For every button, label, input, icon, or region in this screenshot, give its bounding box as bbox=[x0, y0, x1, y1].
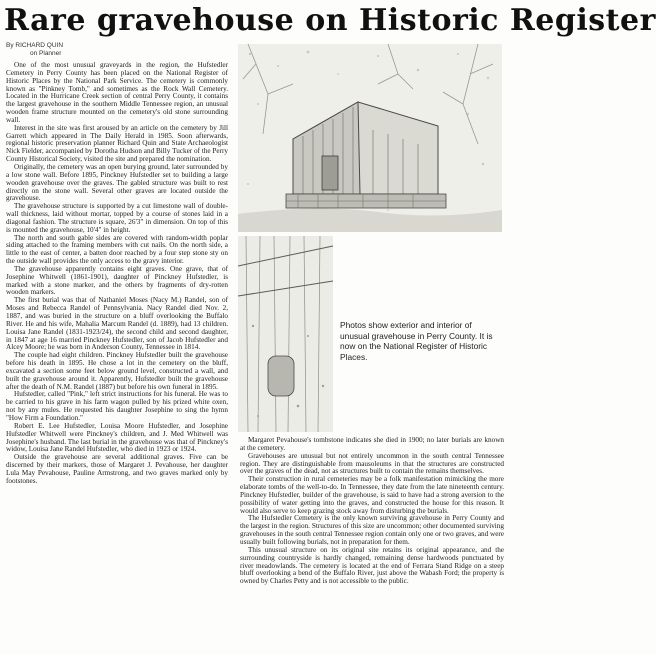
gravehouse-interior-photo bbox=[238, 236, 333, 432]
article-paragraph: Margaret Pevahouse's tombstone indicates she died in 1900; no later burials are known at the cemetery. bbox=[240, 436, 504, 452]
gravehouse-exterior-photo bbox=[238, 44, 502, 232]
article-paragraph: Robert E. Lee Hufstedler, Louisa Moore Hufstedler, and Josephine Hufstedler Whitwell were Pinckney's children, and J. Med Whitwell was Josephine's husband. The last burial in the gravehouse was that of Pinckney's widow, Louisa Jane Randel Hufstedler, who died in 1923 or 1924. bbox=[6, 421, 228, 454]
article-paragraph: The couple had eight children. Pinckney Hufstedler built the gravehouse before his death in 1895. He chose a lot in the cemetery on the bluff, excavated a section some feet below ground level, constructed a wall, and built the gravehouse around it. Apparently, Hufstedler built the gravehouse after the death of N.M. Randel (1887) but before his own funeral in 1895. bbox=[6, 351, 228, 391]
byline bbox=[6, 42, 63, 58]
article-paragraph: Their construction in rural cemeteries may be a folk manifestation mimicking the more elaborate tombs of the well-to-do. In Tennessee, they date from the late nineteenth century. Pinckney Hufstedler, builder of the gravehouse, is said to have had a strong aversion to the possibility of water getting into the graves, and constructed the house for this reason. It would also serve to keep grazing stock away from disturbing the burials. bbox=[240, 475, 504, 515]
article-paragraph: The north and south gable sides are covered with random-width poplar siding attached to the framing members with cut nails. On the north side, a little to the east of center, a batten door reached by a four step stone sty on the outside wall provides the only access to the gravy interior. bbox=[6, 233, 228, 266]
byline-title: on Planner bbox=[30, 50, 62, 57]
photo-caption: Photos show exterior and interior of unusual gravehouse in Perry County. It is now on the National Register of Historic Places. bbox=[340, 320, 493, 362]
article-right-column bbox=[240, 437, 504, 651]
article-paragraph: Interest in the site was first aroused by an article on the cemetery by Jill Garrett which appeared in The Daily Herald in 1985. Soon afterwards, regional historic preservation planner Richard Quin and State Archaeologist Nick Fielder, accompanied by Dorotha Hudson and Billy Tucker of the Perry County Historical Society, visited the site and prepared the nomination. bbox=[6, 123, 228, 164]
article-paragraph: The Hufstedler Cemetery is the only known surviving gravehouse in Perry County and the largest in the region. Structures of this size are uncommon; other documented surviving gravehouses in the south central Tennessee region contain only one or two graves, and were usually built following burials, not in preparation for them. bbox=[240, 514, 504, 546]
article-left-column bbox=[6, 62, 228, 652]
byline-author: By RICHARD QUIN bbox=[6, 42, 64, 49]
article-paragraph: Hufstedler, called "Pink," left strict instructions for his funeral. He was to be carried to his grave in his farm wagon pulled by his prized white oxen, not by any mules. He requested his daughter Josephine to sing the hymn "How Firm a Foundation." bbox=[6, 390, 228, 422]
article-paragraph: Originally, the cemetery was an open burying ground, later surrounded by a low stone wall. Before 1895, Pinckney Hufstedler set to building a large wooden gravehouse over the graves. The gabled structure was built to rest directly on the stone wall. Several other graves are located outside the gravehouse. bbox=[6, 162, 228, 203]
article-paragraph: The gravehouse apparently contains eight graves. One grave, that of Josephine Whitwell (1861-1901), daughter of Pinckney Hufstedler, is marked with a stone marker, and the others by fragments of dry-rotten wooden markers. bbox=[6, 264, 228, 297]
headline: Rare gravehouse on Historic Register bbox=[4, 3, 656, 38]
article-paragraph: Gravehouses are unusual but not entirely uncommon in the south central Tennessee region. They are distinguishable from mausoleums in that the structures are constructed over the graves of the dead, not as structures built to contain the remains themselves. bbox=[240, 451, 504, 476]
article-paragraph: The gravehouse structure is supported by a cut limestone wall of double-wall thickness, laid without mortar, topped by a course of stones laid in a diagonal fashion. The structure is square, 26'3" in dimension. On top of this is mounted the gravehouse, 10'4" in height. bbox=[6, 202, 228, 234]
article-paragraph: One of the most unusual graveyards in the region, the Hufstedler Cemetery in Perry County has been placed on the National Register of Historic Places by the National Park Service. The cemetery is commonly known as "Pinkney Tomb," and sometimes as the Rock Wall Cemetery. Located in the Hurricane Creek section of central Perry County, it contains the largest gravehouse in the southern Middle Tennessee region, an unusual wooden frame structure mounted on the cemetery's old stone surrounding wall. bbox=[6, 61, 228, 124]
article-paragraph: Outside the gravehouse are several additional graves. Five can be discerned by their markers, those of Margaret J. Pevahouse, her daughter Lula May Pevahouse, Pauline Armstrong, and two graves marked only by footstones. bbox=[6, 453, 228, 485]
article-paragraph: The first burial was that of Nathaniel Moses (Nacy M.) Randel, son of Moses and Rebecca Randel of Pennsylvania. Nacy Randel died Nov. 2, 1887, and was buried in the structure on a bluff overlooking the Buffalo River. He and his wife, Mahalia Marcum Randel (d. 1889), had 13 children. Louisa Jane Randel (1831-1923/24), the second child and second daughter, in 1847 at age 16 married Pinckney Hufstedler, son of Jacob Hufstedler and Alcey Moore; he was born in Anderson County, Tennessee in 1814. bbox=[6, 296, 228, 352]
article-paragraph: This unusual structure on its original site retains its original appearance, and the surrounding countryside is hardly changed, remaining dense hardwoods punctuated by river meadowlands. The cemetery is located at the end of Ferrara Stand Ridge on a steep bluff overlooking a bend of the Buffalo River, just above the Wabash Ford; the property is owned by Charles Petty and is not accessible to the public. bbox=[240, 545, 504, 586]
